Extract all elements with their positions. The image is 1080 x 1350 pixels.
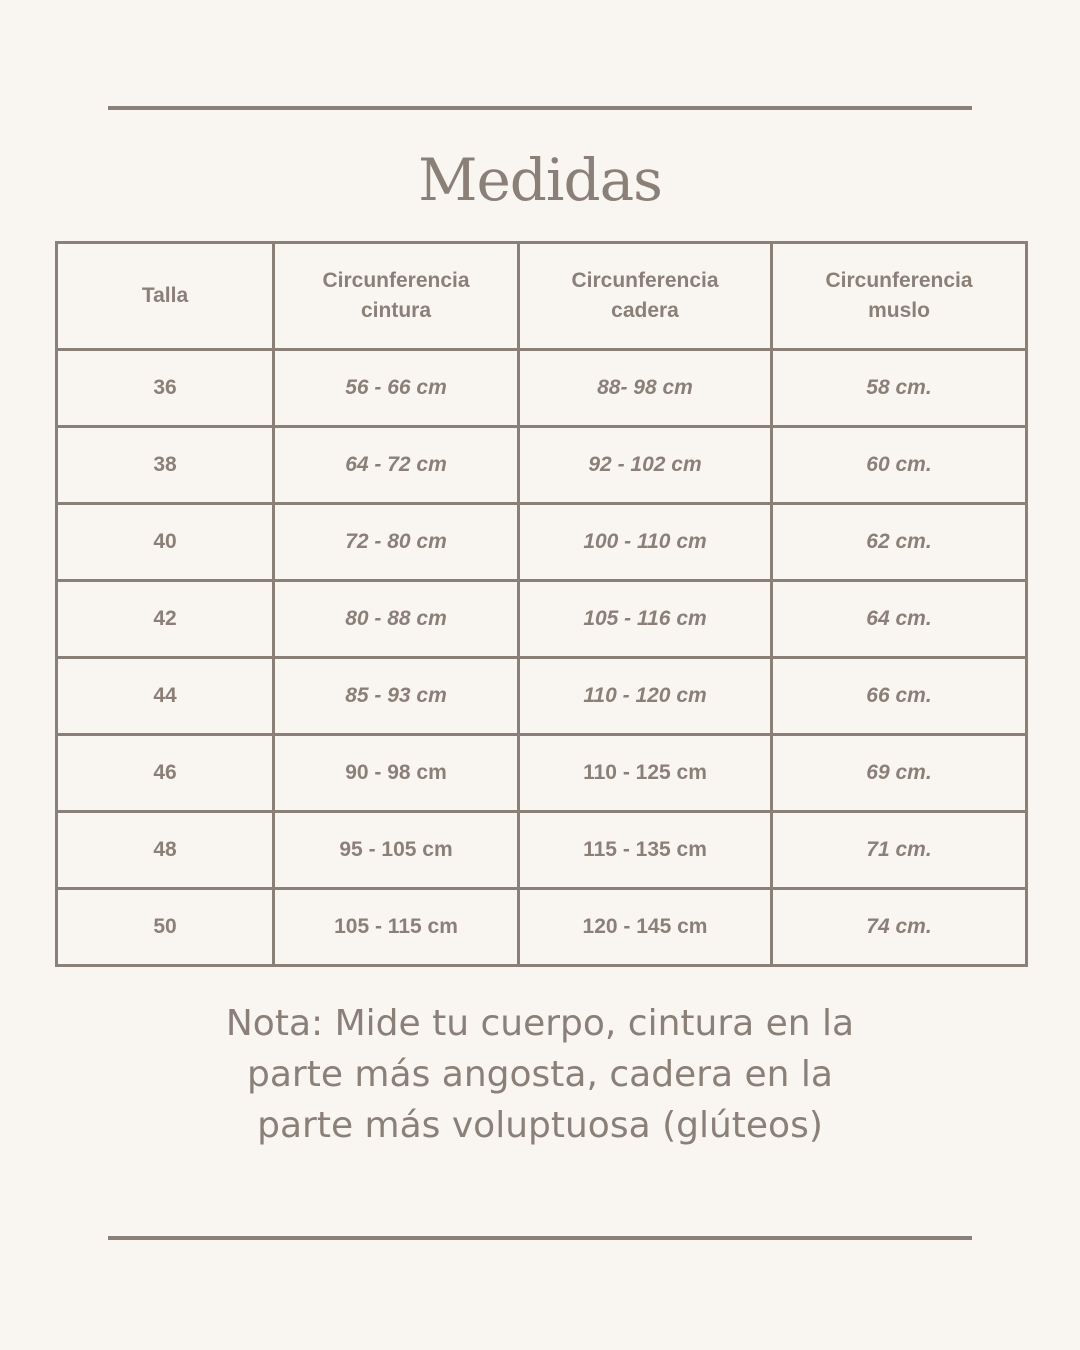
header-talla: Talla: [57, 243, 274, 350]
cell-talla: 40: [57, 504, 274, 581]
cell-cintura: 85 - 93 cm: [274, 658, 519, 735]
cell-muslo: 71 cm.: [772, 812, 1027, 889]
header-cadera: Circunferencia cadera: [519, 243, 772, 350]
cell-cintura: 105 - 115 cm: [274, 889, 519, 966]
cell-muslo: 60 cm.: [772, 427, 1027, 504]
size-chart-table: [55, 241, 1028, 967]
cell-cadera: 115 - 135 cm: [519, 812, 772, 889]
table-row: [57, 350, 1027, 427]
cell-cintura: 90 - 98 cm: [274, 735, 519, 812]
cell-cadera: 120 - 145 cm: [519, 889, 772, 966]
table-row: [57, 581, 1027, 658]
cell-talla: 50: [57, 889, 274, 966]
measurement-note: Nota: Mide tu cuerpo, cintura en la parte más angosta, cadera en la parte más voluptuosa (glúteos): [225, 1003, 855, 1146]
table-row: [57, 427, 1027, 504]
cell-talla: 48: [57, 812, 274, 889]
table-row: [57, 735, 1027, 812]
cell-muslo: 64 cm.: [772, 581, 1027, 658]
cell-talla: 42: [57, 581, 274, 658]
cell-talla: 44: [57, 658, 274, 735]
cell-cadera: 110 - 120 cm: [519, 658, 772, 735]
cell-talla: 36: [57, 350, 274, 427]
cell-cintura: 72 - 80 cm: [274, 504, 519, 581]
table-row: [57, 504, 1027, 581]
cell-muslo: 69 cm.: [772, 735, 1027, 812]
cell-muslo: 66 cm.: [772, 658, 1027, 735]
cell-cadera: 88- 98 cm: [519, 350, 772, 427]
header-muslo: Circunferencia muslo: [772, 243, 1027, 350]
cell-cadera: 110 - 125 cm: [519, 735, 772, 812]
cell-cintura: 64 - 72 cm: [274, 427, 519, 504]
cell-talla: 46: [57, 735, 274, 812]
table-row: [57, 812, 1027, 889]
cell-muslo: 74 cm.: [772, 889, 1027, 966]
cell-cintura: 80 - 88 cm: [274, 581, 519, 658]
table-row: [57, 658, 1027, 735]
cell-cintura: 95 - 105 cm: [274, 812, 519, 889]
page-title: Medidas: [418, 146, 662, 214]
table-row: [57, 889, 1027, 966]
cell-cadera: 105 - 116 cm: [519, 581, 772, 658]
header-cintura: Circunferencia cintura: [274, 243, 519, 350]
top-divider: [108, 106, 972, 110]
cell-cadera: 100 - 110 cm: [519, 504, 772, 581]
table-header-row: [57, 243, 1027, 350]
bottom-divider: [108, 1236, 972, 1240]
cell-cadera: 92 - 102 cm: [519, 427, 772, 504]
cell-talla: 38: [57, 427, 274, 504]
cell-muslo: 62 cm.: [772, 504, 1027, 581]
cell-cintura: 56 - 66 cm: [274, 350, 519, 427]
cell-muslo: 58 cm.: [772, 350, 1027, 427]
